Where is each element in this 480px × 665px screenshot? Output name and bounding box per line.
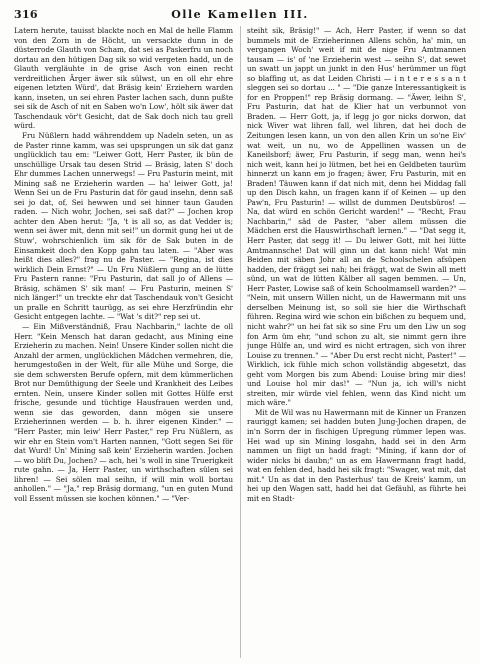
left-paragraph: Latern herute, tauisst blackte noch en Mal de helle Flamm von den Zorn in de Höcht, un versackte dunn in de düsterrode Glauth von Scham, dat sei as Paskerfru un noch dortau an den hütigen Dag sik so wid vergeten hadd, un de Glauth vergläuhte in de grise Asch von einen recht verdreitlichen Ärger äwer sik sülwst, un en oll ehr ehre eigenen letzten Würd', dat Bräsig kein' Erziehern warden kann, inseten, un sei ehren Paster lachen sach, dunn pußte sei sik de Asch of nit en Saben wo'n Low', hölt sik äwer dat Taschendauk vör't Gesicht, dat de Sak doch nich tau grell würd. bbox=[14, 26, 233, 131]
left-column bbox=[14, 26, 233, 658]
page-header bbox=[14, 8, 466, 24]
page-number: 316 bbox=[14, 8, 38, 21]
right-paragraph: Mit de Wil was nu Hawermann mit de Kinner un Franzen rauriggt kamen; sei hadden buten Jung-Jochen drapen, de in'n Sorrn der in fischigen Upregung rümmer lepen was. Hei wad up sin Mining losgahn, hadd sei in den Arm nammen un fiigt un hadd fragt: "Mining, if kann dor of wider nicks bi daubn;" un as em Hawermann fragt hadd, wat en fehlen ded, hadd hei sik fragt: "Swager, wat mit, dat mit." Un as dat in den Pasterhus' tau de Kreis' kamm, un hei up den Wagen satt, hadd hei dat Gefäuhl, as führte hei mit en Stadt- bbox=[247, 407, 466, 503]
right-paragraph: steiht sik, Bräsig!" — Ach, Herr Paster, if wenn so dat bummels mit de Erzieherinnen Allens schön, ha' min, un vergangen Woch' weit if mit de nige Fru Amtmannen tausam — is' of 'ne Erzieherin west — seihn S', dat sewet un swatt un jappt un junkt in den Hus' herümmer un fügt so blaffing ut, as dat Leiden Christi — i n t e r e s s a n t sleggen sei so dortau ... " — "Die ganze Interessantigkeit is for en Proppen!" rep Bräsig dormang. — "Äwer, leihn S', Fru Pasturin, dat hat de Klier hat un verbunnot von Braden. — Herr Gott, ja, if legg jo gor nicks dorwon, dat nick Wiver wat lihren fall, wel lihren, dat hei doch de Zeitungen lesen kann, un von den allen Krin un so'ne Eiv' wat weit, un nu, wo de Appellinen wassen un de Kaneilsborf; äwer, Fru Pasturin, if segg man, wenn hei's nich weit, kann hei jo lütmen, bet hei en Geldbeten taurüm hinnerzt un kann em jo fragen; äwer, Fru Pasturin, mit en Braden! Täuwen kann if dat nich mit, denn hei Middag fall up den Disch kahn, un fragen kann if of Keinen — up den Paw'n, Fru Pasturin! — willst de dummen Deutsbüros! — Na, dat würd en schön Gericht warden!" — "Recht, Frau Nachbarin," säd de Paster, "aber allem müssen die Mädchen erst die Hauswirthschaft lernen." — "Dat segg it, Herr Paster, dat segg it! — Du leiwer Gott, mit hei lütte Amtmannsche! Dat will ginn un dat kann nich! Wat min Beiden mit säben Johr all an de Schoolschelen afsüpen hadden, der fräggt sei nah; hei fräggt, wat de Swin all mett sünd, un wat de lütten Kälber all sagen bemmen. — Un, Herr Paster, Lowise saß of kein Schoolmamsell warden?" — "Nein, mit unsern Willen nicht, un de Hawermann mit uns derselben Meinung ist, so soll sie hier die Wirthschaft führen. Regina wird wie schon ein bißchen zu bequem und, nicht wahr?" un hei fat sik so sine Fru um den Liw un sog fon Arm üm ehr, "und schon zu alt, sie nimmt gern ihre junge Hülfe an, und wird es nicht ertragen, sich von ihrer Louise zu trennen." — "Aber Du erst recht nicht, Paster!" — Wirklich, ick fühle mich schon vollständig abgesetzt, das geht vom Morgen bis zum Abend: Louise bring mir dies! und Louise hol mir das!" — "Nun ja, ich will's nicht streiten, mir würde viel fehlen, wenn das Kind nicht um mich wäre." bbox=[247, 26, 466, 408]
right-column bbox=[247, 26, 466, 658]
left-paragraph: Fru Nüßlern hadd währenddem up Nadeln seten, un as de Paster rinne kamm, was sei upsprungen un sik dat ganz unglücklich tau em: "Leiwer Gott, Herr Paster, ik bün de unschüllige Ursak tau desen Strid — Bräsig, laten S' doch Ehr dummes Lachen unnerwegs! — Fru Pasturin meint, mit Mining saß ne Erzieherin warden — ha' leiwer Gott, ja! Wenn Sei un de Fru Pasturin dat för gaud insehn, denn saß sei jo dat, of, Sei hewwen und sei hinner taun Gauden raden. — Nich wohr, Jochen, sei saß dat?" — Jochen krop achter den Aben herut: "Ja, 't is all so, as dat Vedder is; wenn sei äwer mit, denn mit sei!" un dormit gung hei ut de Stuw', wohrschienlich üm sik för de Sak buten in de Einsamkeit doch den Kopp gahn tau laten. — "Aber was heißt dies alles?" frag nu de Paster. — "Regina, ist dies wirklich Dein Ernst?" — Un Fru Nüßlern gung an de lütte Fru Pastern ranne: "Fru Pasturin, dat sall jo of Allens — Bräsig, schämen S' sik man! — Fru Pasturin, meinen S' nich länger!" un treckte ehr dat Taschendauk von't Gesicht un pralle en Schritt taurügg, as sei ehre Herzfründin ehr Gesicht entgegen lachte. — "Wat 's dit?" rep sei ut. bbox=[14, 131, 233, 322]
left-paragraph: — Ein Mißverständniß, Frau Nachbarin," lachte de oll Herr. "Kein Mensch hat daran gedacht, aus Mining eine Erzieherin zu machen. Nein! Unsere Kinder sollen nicht die Anzahl der armen, unglücklichen Mädchen vermehren, die, herumgestoßen in der Welt, für alle Mühe und Sorge, die sie dem schwersten Berufe opfern, mit dem kümmerlichen Brot nur Demüthigung der Seele und Krankheit des Leibes ernten. Nein, unsere Kinder sollen mit Gottes Hülfe erst frische, gesunde und tüchtige Hausfrauen werden und, wenn sie das geworden, dann mögen sie unsere Erzieherinnen werden — b. h. ihrer eigenen Kinder." — "Herr Paster, min leiw' Herr Paster," rep Fru Nüßlern, as wir ehr en Stein vom't Harten nannen, "Gott segen Sei för dat Wurd! Un' Mining saß kein' Erzieherin warden. Jochen — wo blift Du, Jochen? — ach, hei 's woll in sine Truerigkeit rute gahn. — Ja, Herr Paster, un wirthschaften sülen sei lihren! — Sei sölen mal seihn, if will min woll bortau anhollen." — "Ja," rep Bräsig dormang, "un en guten Mund voll Essent müssen sie kochen können." — "Ver- bbox=[14, 321, 233, 503]
running-title: Olle Kamellen III. bbox=[171, 8, 309, 21]
text-columns bbox=[14, 26, 466, 658]
column-divider bbox=[240, 26, 241, 658]
